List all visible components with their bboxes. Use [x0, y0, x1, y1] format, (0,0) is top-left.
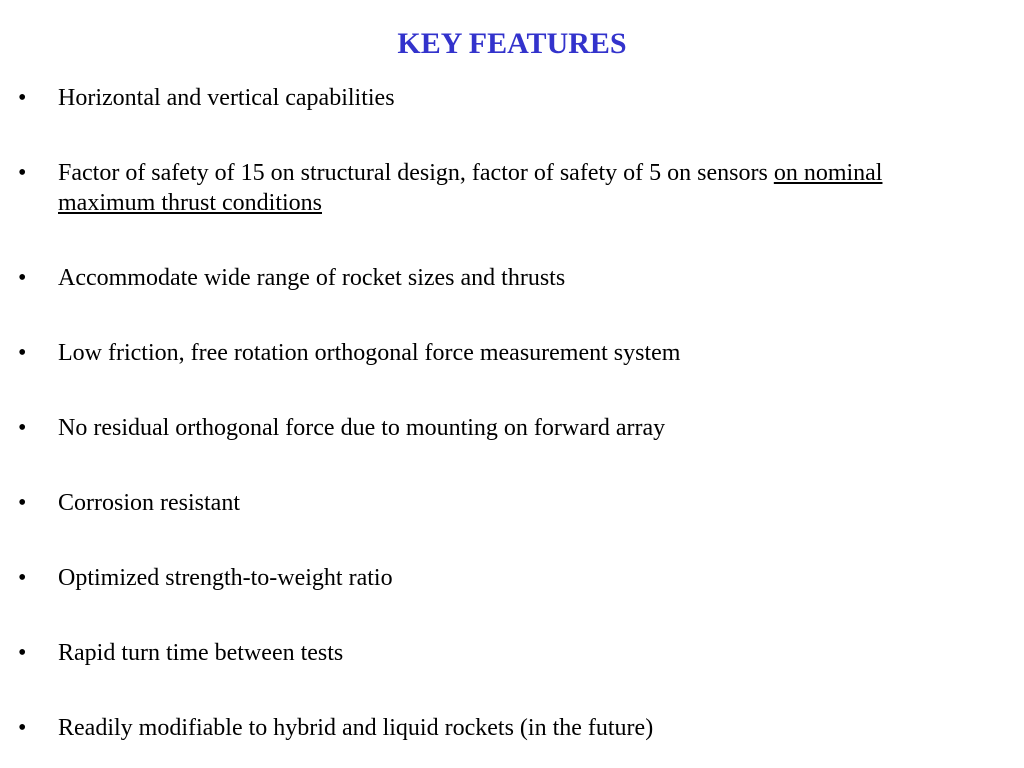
list-item-text: Horizontal and vertical capabilities	[58, 85, 395, 111]
bullet-icon: •	[18, 715, 27, 741]
slide-title: KEY FEATURES	[397, 27, 627, 60]
list-item-text: Rapid turn time between tests	[58, 640, 344, 666]
list-item-text-container	[58, 158, 958, 218]
list-item-text: Factor of safety of 15 on structural design, factor of safety of 5 on sensors	[58, 160, 774, 186]
list-item-text: Optimized strength-to-weight ratio	[58, 565, 393, 591]
bullet-icon: •	[18, 340, 27, 366]
list-item-text: Corrosion resistant	[58, 490, 240, 516]
bullet-icon: •	[18, 565, 27, 591]
bullet-icon: •	[18, 490, 27, 516]
list-item-text: Accommodate wide range of rocket sizes and thrusts	[58, 265, 566, 291]
bullet-icon: •	[18, 160, 27, 186]
bullet-icon: •	[18, 415, 27, 441]
underlined-phrase: on nominal maximum thrust conditions	[58, 160, 883, 216]
bullet-icon: •	[18, 265, 27, 291]
list-item-text: No residual orthogonal force due to mounting on forward array	[58, 415, 666, 441]
list-item-text: Low friction, free rotation orthogonal force measurement system	[58, 340, 681, 366]
list-item-text: Readily modifiable to hybrid and liquid rockets (in the future)	[58, 715, 654, 741]
bullet-icon: •	[18, 85, 27, 111]
bullet-icon: •	[18, 640, 27, 666]
